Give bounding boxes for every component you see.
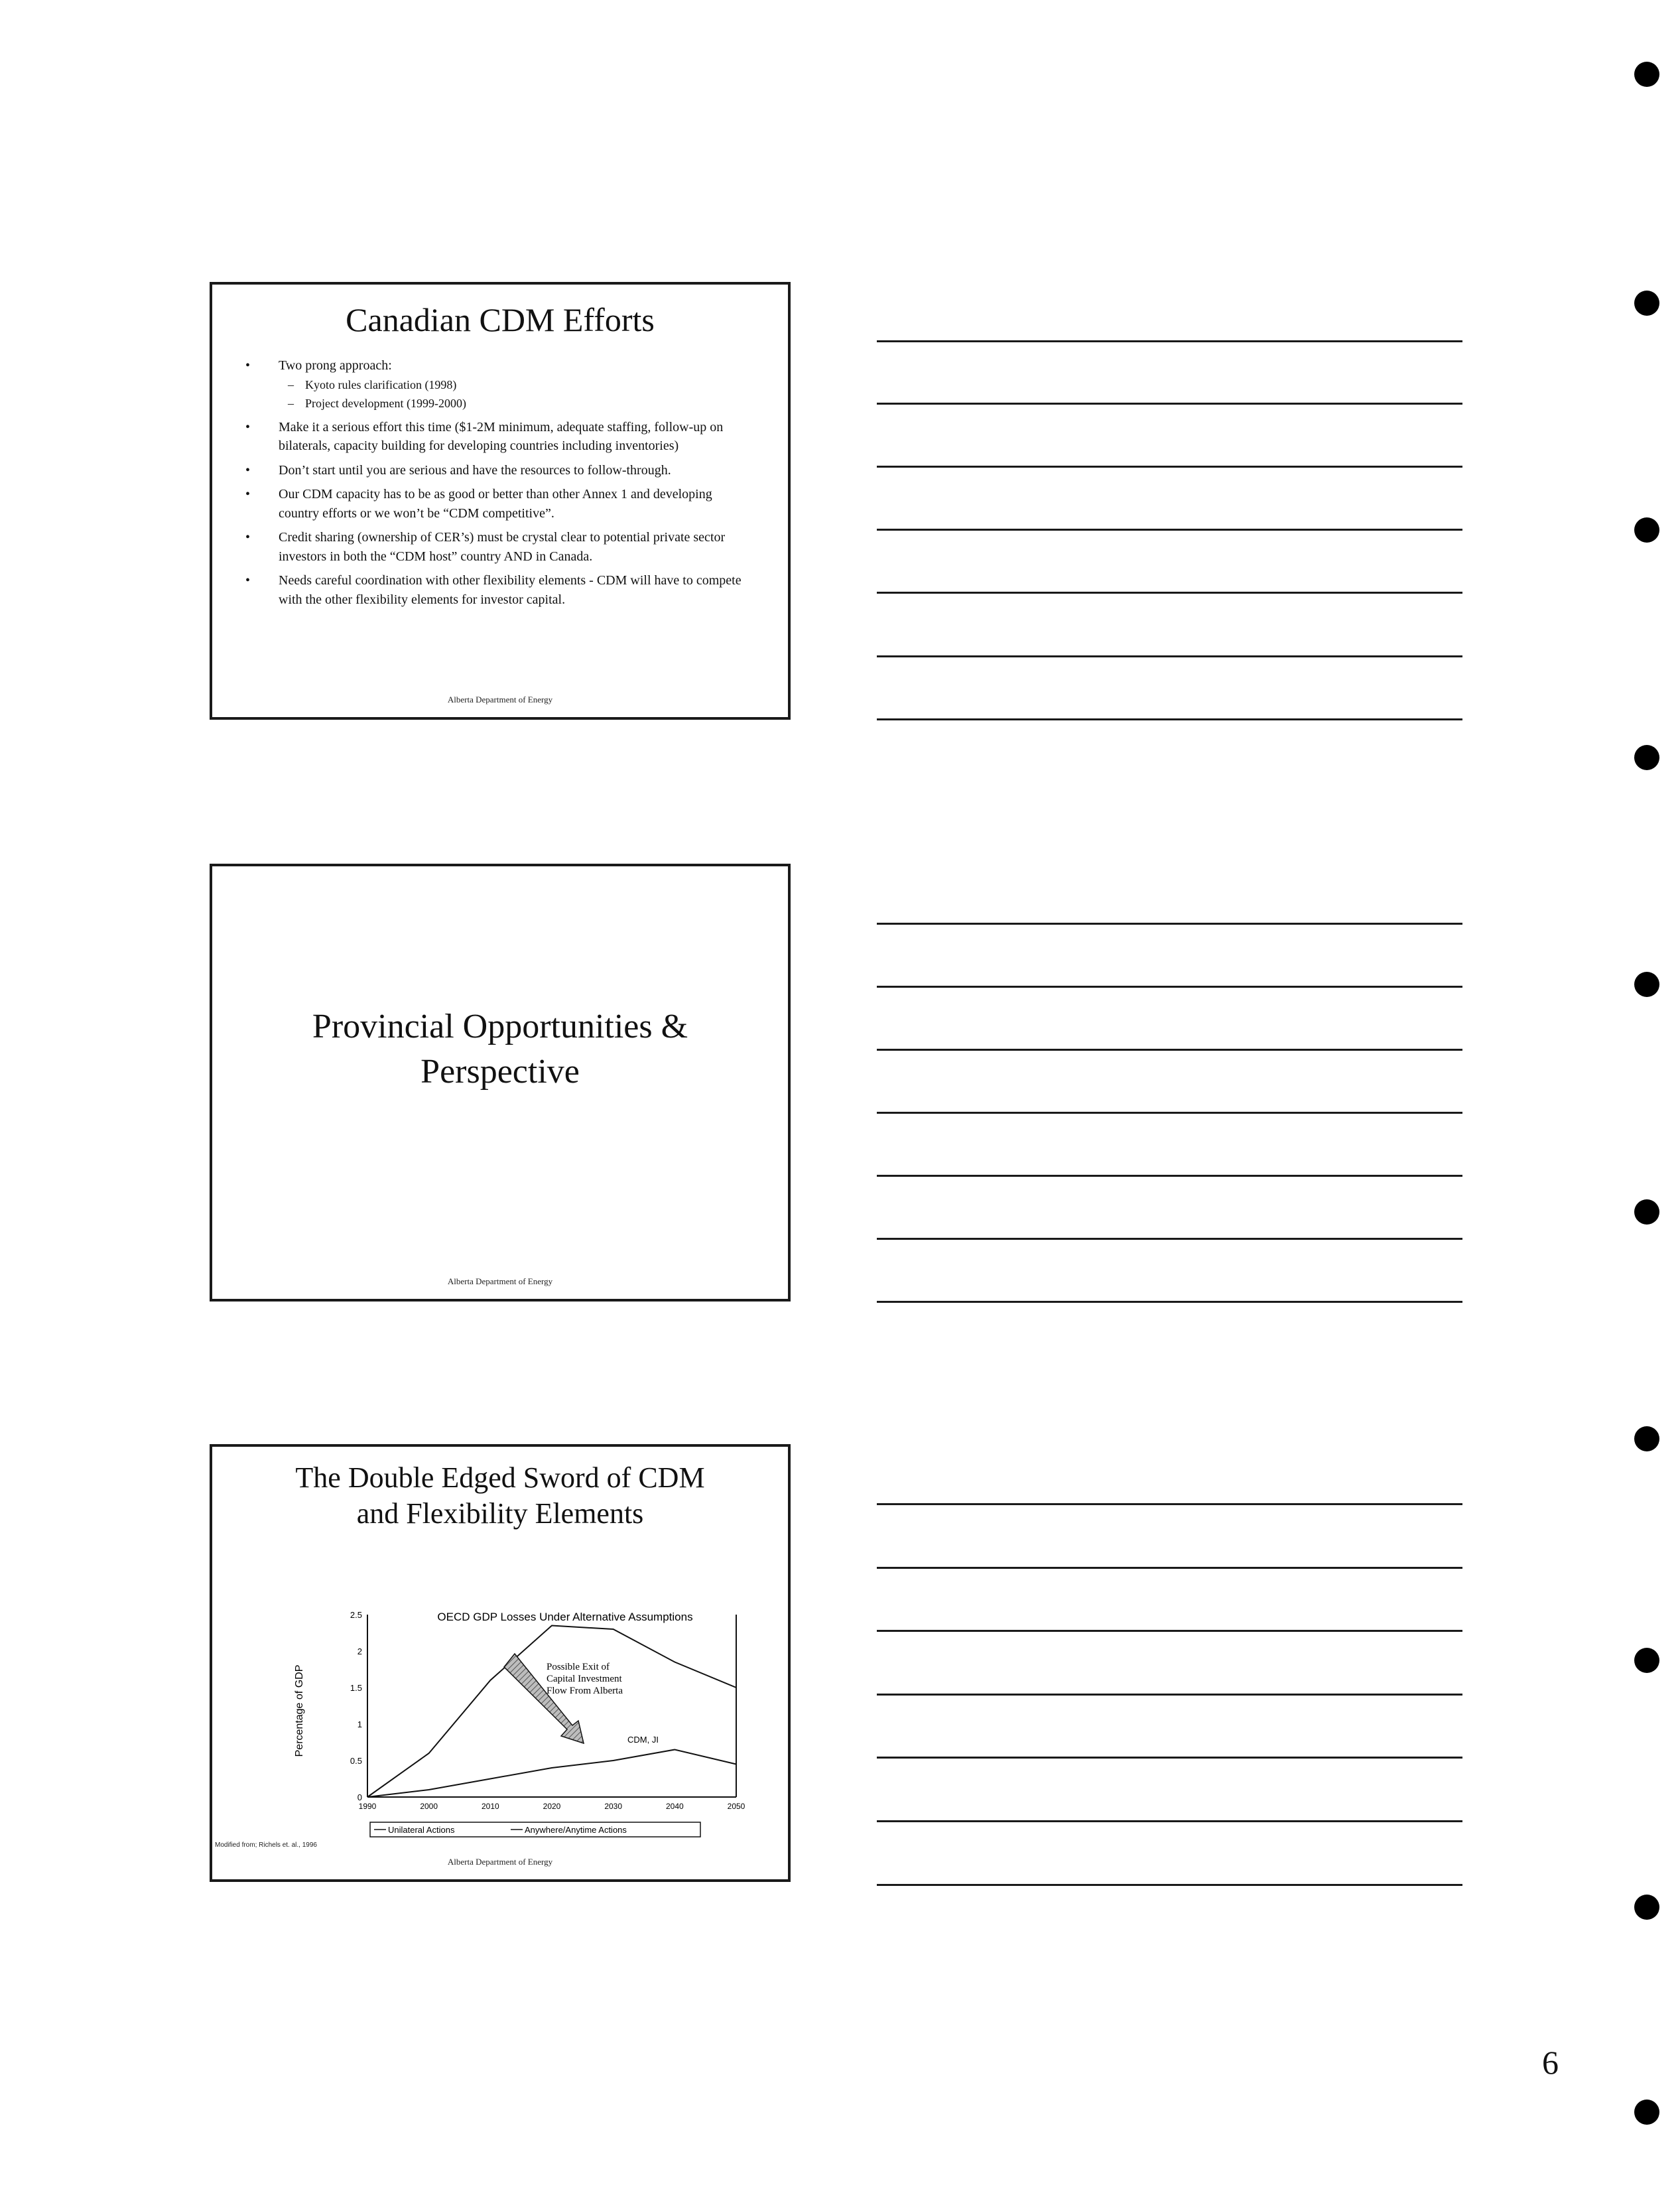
legend-label-anywhere: Anywhere/Anytime Actions	[525, 1825, 627, 1835]
note-line	[877, 1757, 1462, 1759]
arrow-annotation-line-2: Capital Investment	[547, 1674, 622, 1684]
arrow-annotation-line-3: Flow From Alberta	[547, 1686, 623, 1696]
bullet-item	[245, 356, 748, 413]
y-tick-label: 1	[357, 1719, 362, 1729]
binder-hole	[1634, 517, 1659, 543]
slide-title: Canadian CDM Efforts	[346, 301, 655, 338]
y-tick-label: 2	[357, 1646, 362, 1656]
slide-footer: Alberta Department of Energy	[447, 1857, 553, 1867]
note-line	[877, 592, 1462, 594]
slide-footer: Alberta Department of Energy	[447, 1276, 553, 1286]
y-tick-label: 0	[357, 1792, 362, 1802]
slide-title-line-2: and Flexibility Elements	[356, 1497, 644, 1530]
note-line	[877, 1694, 1462, 1696]
note-line	[877, 1820, 1462, 1822]
sub-bullet-item: – Kyoto rules clarification (1998)	[288, 375, 748, 394]
sub-bullet-item: – Project development (1999-2000)	[288, 394, 748, 413]
bullet-item: • Don’t start until you are serious and have the resources to follow-through.	[245, 461, 748, 480]
binder-hole	[1634, 972, 1659, 997]
x-tick-label: 2020	[543, 1802, 561, 1811]
binder-hole	[1634, 1648, 1659, 1673]
note-line	[877, 1567, 1462, 1569]
binder-hole	[1634, 1426, 1659, 1451]
binder-hole	[1634, 62, 1659, 87]
binder-hole	[1634, 2100, 1659, 2125]
y-axis-label: Percentage of GDP	[294, 1664, 305, 1757]
slide-title-line-1: The Double Edged Sword of CDM	[295, 1461, 705, 1494]
x-tick-label: 1990	[358, 1802, 377, 1811]
slide-title-line-2: Perspective	[420, 1053, 580, 1091]
y-tick-label: 0.5	[350, 1756, 362, 1766]
y-tick-label: 2.5	[350, 1610, 362, 1620]
note-line	[877, 1238, 1462, 1240]
slide-footer: Alberta Department of Energy	[447, 695, 553, 704]
arrow-annotation-line-1: Possible Exit of	[547, 1662, 610, 1672]
chart-title: OECD GDP Losses Under Alternative Assumptions	[437, 1611, 693, 1623]
note-line	[877, 1301, 1462, 1303]
x-tick-label: 2000	[420, 1802, 438, 1811]
binder-hole	[1634, 1199, 1659, 1225]
cdm-ji-label: CDM, JI	[627, 1735, 659, 1745]
note-line	[877, 1049, 1462, 1051]
note-line	[877, 403, 1462, 405]
legend-label-unilateral: Unilateral Actions	[388, 1825, 455, 1835]
binder-hole	[1634, 1895, 1659, 1920]
note-line	[877, 1630, 1462, 1632]
slide-title	[239, 1004, 761, 1095]
x-tick-label: 2040	[665, 1802, 684, 1811]
y-tick-labels	[350, 1610, 362, 1802]
slide-canadian-cdm-efforts	[210, 282, 791, 720]
series-line-anywhere	[367, 1750, 736, 1798]
y-tick-label: 1.5	[350, 1683, 362, 1693]
x-tick-label: 2030	[604, 1802, 623, 1811]
note-line	[877, 986, 1462, 988]
note-line	[877, 1175, 1462, 1177]
note-line	[877, 718, 1462, 720]
source-note: Modified from; Richels et. al., 1996	[215, 1841, 317, 1849]
note-line	[877, 1884, 1462, 1886]
sub-bullet-list	[279, 375, 748, 413]
note-line	[877, 340, 1462, 342]
note-line	[877, 466, 1462, 468]
binder-hole	[1634, 291, 1659, 316]
gdp-loss-chart	[212, 1447, 788, 1879]
bullet-list	[245, 356, 748, 614]
bullet-item: • Our CDM capacity has to be as good or better than other Annex 1 and developing country efforts or we won’t be “CDM competitive”.	[245, 485, 748, 523]
page-number: 6	[1542, 2044, 1559, 2081]
note-line	[877, 923, 1462, 925]
binder-hole	[1634, 745, 1659, 770]
bullet-text: Two prong approach:	[279, 358, 392, 373]
slide-double-edged-sword	[210, 1444, 791, 1882]
bullet-item: • Make it a serious effort this time ($1-2M minimum, adequate staffing, follow-up on bilaterals, capacity building for developing countries including inventories)	[245, 418, 748, 456]
bullet-item: • Credit sharing (ownership of CER’s) must be crystal clear to potential private sector investors in both the “CDM host” country AND in Canada.	[245, 528, 748, 566]
note-line	[877, 655, 1462, 657]
x-tick-labels	[359, 1802, 745, 1811]
note-line	[877, 1112, 1462, 1114]
slide-provincial-opportunities	[210, 864, 791, 1302]
note-line	[877, 529, 1462, 531]
chart-svg	[212, 1447, 788, 1879]
note-line	[877, 1503, 1462, 1505]
slide-title-line-1: Provincial Opportunities &	[312, 1008, 688, 1045]
bullet-item: • Needs careful coordination with other flexibility elements - CDM will have to compete with the other flexibility elements for investor capital.	[245, 571, 748, 609]
x-tick-label: 2010	[481, 1802, 499, 1811]
x-tick-label: 2050	[727, 1802, 745, 1811]
